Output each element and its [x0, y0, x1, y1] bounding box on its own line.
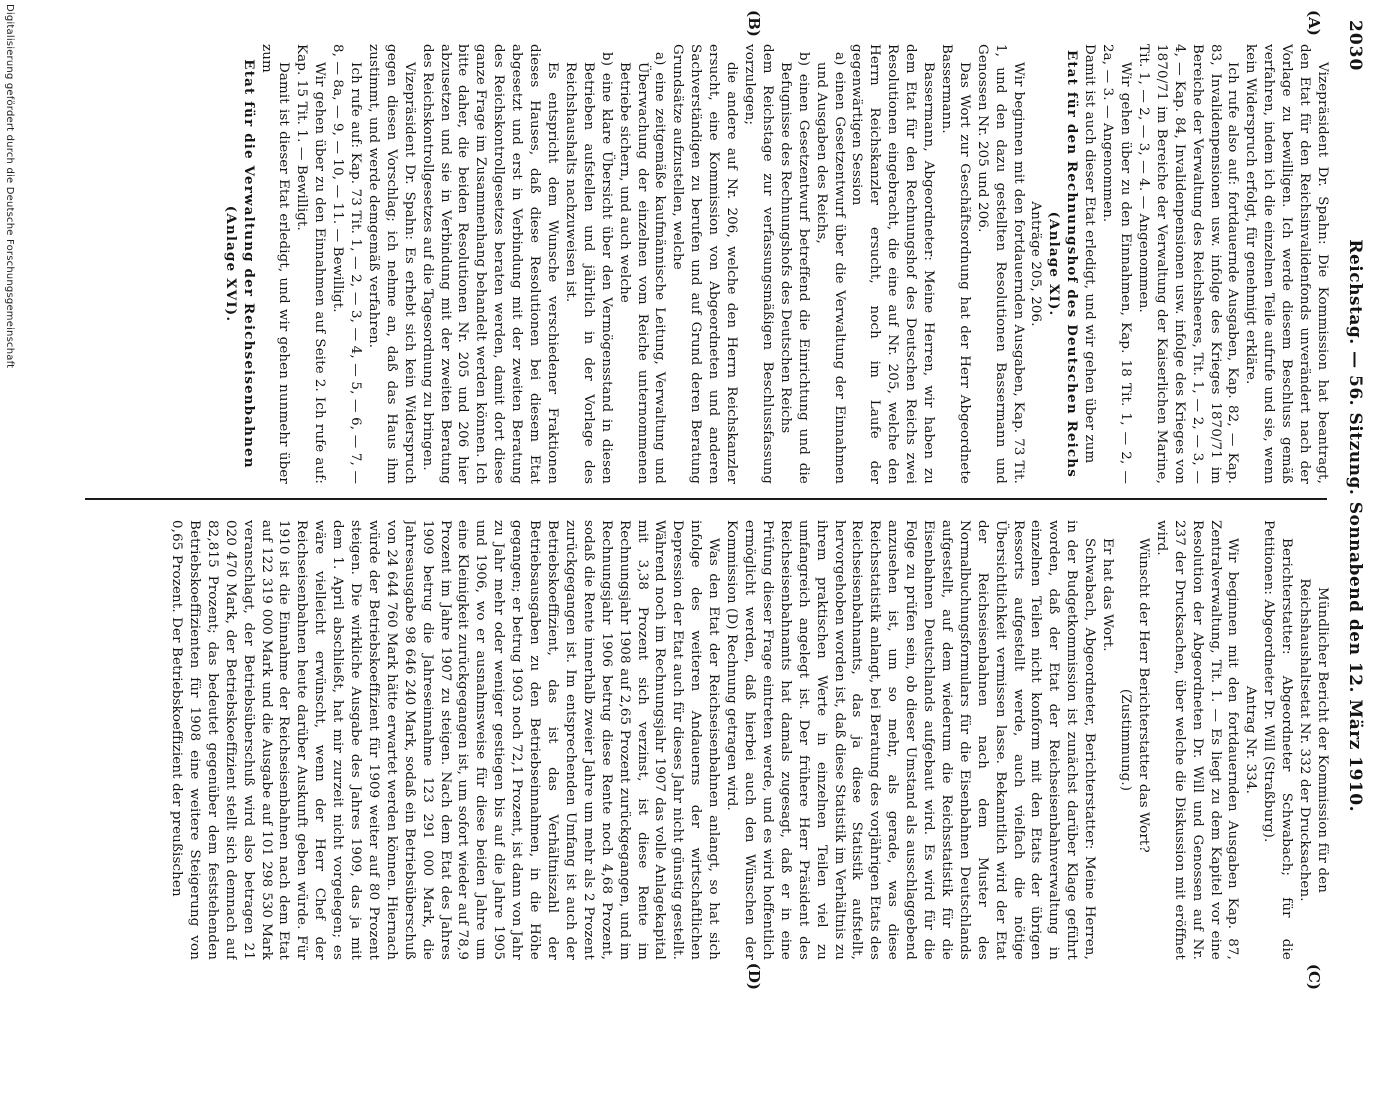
- paragraph: Wünscht der Herr Berichterstatter das Wort?: [1135, 538, 1151, 853]
- paragraph: Wir gehen über zu den Einnahmen auf Seite 2. Ich rufe auf: Kap. 15 Tit. 1. — Bewilligt.: [294, 44, 328, 484]
- list-item: a) eine zeitgemäße kaufmännische Leitung, Verwaltung und Überwachung der einzelnen vom Reiche unternommenen Betriebe sichern, und auch welche: [616, 52, 668, 484]
- margin-marker-a: (A): [1305, 10, 1323, 36]
- paragraph: Er hat das Wort.: [1100, 538, 1116, 652]
- paragraph: Ich rufe auf: Kap. 73 Tit. 1, — 2, — 3, — 4, — 5, — 6, — 7, — 8, — 8a, — 9, — 10, — 11. — Bewilligt.: [330, 44, 364, 484]
- running-head: [1339, 20, 1365, 980]
- section-heading: Etat für den Rechnungshof des Deutschen Reichs (Anlage XI).: [1046, 50, 1081, 478]
- paragraph: Mündlicher Bericht der Kommission für den Reichshaushaltsetat Nr. 332 der Drucksachen.: [1297, 578, 1330, 902]
- list-item: b) einen Gesetzentwurf betreffend die Einrichtung und die Befugnisse des Rechnungshofs des Deutschen Reichs: [777, 52, 811, 484]
- paragraph: Wir beginnen mit den fortdauernden Ausgaben, Kap. 73 Tit. 1, und den dazu gestellten Resolutionen Bassermann und Genossen Nr. 205 und 206.: [974, 44, 1026, 484]
- margin-marker-b: (B): [745, 10, 763, 37]
- digitization-credit-text: Digitalisierung gefördert durch die Deutsche Forschungsgemeinschaft: [4, 4, 15, 369]
- paragraph: Es entspricht dem Wunsche verschiedener Fraktionen dieses Hauses, daß diese Resolutionen bei diesem Etat abgesetzt und erst in Verbindung mit der zweiten Beratung des Reichskontrollgesetzes beraten werden, damit dort diese ganze Frage im Zusammenhang behandelt werden können. Ich bitte daher, die beiden Resolutionen Nr. 205 und 206 hier abzusetzen und sie in Verbindung mit der zweiten Beratung des Reichskontrollgesetzes auf die Tagesordnung zu bringen.: [419, 44, 561, 484]
- margin-marker-c: (C): [1305, 963, 1323, 990]
- paragraph: Wir beginnen mit den fortdauernden Ausgaben Kap. 87, Zentralverwaltung, Tit. 1. — Es liegt zu dem Kapitel vor eine Resolution der Abgeordneten Dr. Will und Genossen auf Nr. 237 der Drucksachen, über welche die Diskussion mit eröffnet wird.: [1153, 520, 1241, 960]
- paragraph: Schwabach, Abgeordneter, Berichterstatter: Meine Herren, in der Budgetkommission ist zunächst darüber Klage geführt worden, daß der Etat der Reichseisenbahnverwaltung in einzelnen Teilen nicht konform mit den Etats der übrigen Ressorts aufgestellt werde, auch vielfach die nötige Übersichtlichkeit vermissen lasse. Bekanntlich wird der Etat der Reichseisenbahnen nach dem Muster des Normalbuchungsformulars für die Eisenbahnen Deutschlands aufgestellt, auf dem wiederum die Reichsstatistik für die Eisenbahnen Deutschlands aufgebaut wird. Es wird für die Folge zu prüfen sein, ob dieser Umstand als ausschlaggebend anzusehen ist, um so mehr, als gerade, was diese Reichsstatistik anlangt, bei Beratung des vorjährigen Etats des Reichseisenbahnamts, das ja diese Statistik aufstellt, hervorgehoben worden ist, daß diese Statistik im Verhältnis zu ihrem praktischen Werte in einzelnen Teilen viel zu umfangreich angelegt ist. Der frühere Herr Präsident des Reichseisenbahnamts hat damals zugesagt, daß er in eine Prüfung dieser Frage eintreten werde, und es wird hoffentlich ermöglicht werden, daß hierbei auch den Wünschen der Kommission (D) Rechnung getragen wird.: [724, 520, 1098, 960]
- column-divider: [85, 498, 1327, 500]
- paragraph: Anträge 205, 206.: [1028, 201, 1044, 327]
- paragraph: Bassermann, Abgeordneter: Meine Herren, wir haben zu dem Etat für den Rechnungshof des Deutschen Reichs zwei Resolutionen eingebracht, die eine auf Nr. 205, welche den Herrn Reichskanzler ersucht, noch im Laufe der gegenwärtigen Session: [849, 44, 937, 484]
- left-column: [71, 44, 1331, 484]
- digitization-credit: [4, 4, 15, 1104]
- paragraph: Wir gehen über zu den Einnahmen, Kap. 18 Tit. 1, — 2, — 2a, — 3. — Angenommen.: [1100, 44, 1134, 484]
- list-item: b) eine klare Übersicht über den Vermögensstand in diesen Betrieben aufstellen und jährlich in der Vorlage des Reichshaushalts nachzuweisen ist.: [562, 52, 614, 484]
- paragraph: die andere auf Nr. 206, welche den Herrn Reichskanzler ersucht, eine Kommission von Abgeordneten und anderen Sachverständigen zu berufen und auf Grund deren Beratung Grundsätze aufzustellen, welche: [670, 44, 740, 484]
- paragraph: Das Wort zur Geschäftsordnung hat der Herr Abgeordnete Bassermann.: [938, 44, 972, 484]
- paragraph: Berichterstatter: Abgeordneter Schwabach; für die Petitionen: Abgeordneter Dr. Will (Straßburg).: [1261, 520, 1295, 960]
- paragraph: Damit ist auch dieser Etat erledigt, und wir gehen über zum: [1082, 44, 1098, 464]
- paragraph: Damit ist dieser Etat erledigt, und wir gehen nunmehr über zum: [258, 44, 292, 484]
- paragraph: Ich rufe also auf: fortdauernde Ausgaben, Kap. 82, — Kap. 83, Invalidenpensionen usw. infolge des Krieges 1870/71 im Bereiche der Verwaltung des Reichsheeres, Tit. 1, — 2, — 3, — 4, — Kap. 84, Invalidenpensionen usw. infolge des Krieges von 1870/71 im Bereiche der Verwaltung der Kaiserlichen Marine, Tit. 1, — 2, — 3, — 4. — Angenommen.: [1135, 44, 1241, 484]
- page-number: 2030: [1345, 20, 1365, 72]
- right-column: [71, 520, 1331, 960]
- paragraph: Was den Etat der Reichseisenbahnen anlangt, so hat sich infolge des weiteren Andauerns der wirtschaftlichen Depression der Etat auch für dieses Jahr nicht günstig gestellt. Während noch im Rechnungsjahr 1907 das volle Anlagekapital mit 3,38 Prozent sich verzinst, ist diese Rente im Rechnungsjahr 1908 auf 2,65 Prozent zurückgegangen, und im Rechnungsjahr 1906 betrug diese Rente noch 4,68 Prozent, sodaß die Rente innerhalb zweier Jahre um mehr als 2 Prozent zurückgegangen ist. Im entsprechenden Umfang ist auch der Betriebskoeffizient, das ist das Verhältniszahl der Betriebsausgaben zu den Betriebseinnahmen, in die Höhe gegangen; er betrug 1903 noch 72,1 Prozent, ist dann von Jahr zu Jahr mehr oder weniger gestiegen bis auf die Jahre 1905 und 1906, wo er ausnahmsweise für diese beiden Jahre um eine Kleinigkeit zurückgegangen ist, um sofort wieder auf 78,9 Prozent im Jahre 1907 zu steigen. Nach dem Etat des Jahres 1909 betrug die Jahreseinnahme 123 291 000 Mark, die Jahresausgabe 98 646 240 Mark, sodaß ein Betriebsüberschuß von 24 644 760 Mark hätte erwartet werden können. Hiernach würde der Betriebskoeffizient für 1909 weiter auf 80 Prozent steigen. Die wirkliche Ausgabe des Jahres 1909, das ja mit dem 1. April abschließt, hat mir zurzeit nicht vorgelegen; es wäre vielleicht erwünscht, wenn der Herr Chef der Reichseisenbahnen heute darüber Auskunft geben würde. Für 1910 ist die Einnahme der Reichseisenbahnen nach dem Etat auf 122 319 000 Mark und die Ausgabe auf 101 298 530 Mark veranschlagt, der Betriebsüberschuß wird also betragen 21 020 470 Mark, der Betriebskoeffizient stellt sich demnach auf 82,815 Prozent; das bedeutet gegenüber dem feststehenden Betriebskoeffizienten für 1908 eine weitere Steigerung von 0,65 Prozent. Der Betriebskoeffizient der preußischen: [169, 520, 722, 960]
- paragraph: Antrag Nr. 334.: [1243, 685, 1259, 795]
- paragraph: (Zustimmung.): [1118, 688, 1134, 792]
- section-heading: Etat für die Verwaltung der Reichseisenbahnen (Anlage XVI).: [222, 59, 257, 469]
- list-item: a) einen Gesetzentwurf über die Verwaltung der Einnahmen und Ausgaben des Reichs,: [813, 52, 847, 484]
- paragraph: Vizepräsident Dr. Spahn: Es erhebt sich kein Widerspruch gegen diesen Vorschlag; ich nehme an, daß das Haus ihm zustimmt, und werde demgemäß verfahren.: [365, 44, 417, 484]
- running-head-title: Reichstag. — 56. Sitzung. Sonnabend den 12. März 1910.: [1345, 239, 1365, 812]
- paragraph: Vizepräsident Dr. Spahn: Die Kommission hat beantragt, den Etat für den Reichsinvalidenfonds unverändert nach der Vorlage zu bewilligen. Ich werde diesem Beschluss gemäß verfahren, indem ich die einzelnen Teile aufrufe und sie, wenn kein Widerspruch erfolgt, für genehmigt erkläre.: [1243, 44, 1330, 484]
- paragraph: dem Reichstage zur verfassungsmäßigen Beschlussfassung vorzulegen;: [742, 44, 775, 484]
- margin-marker-d: (D): [745, 962, 763, 990]
